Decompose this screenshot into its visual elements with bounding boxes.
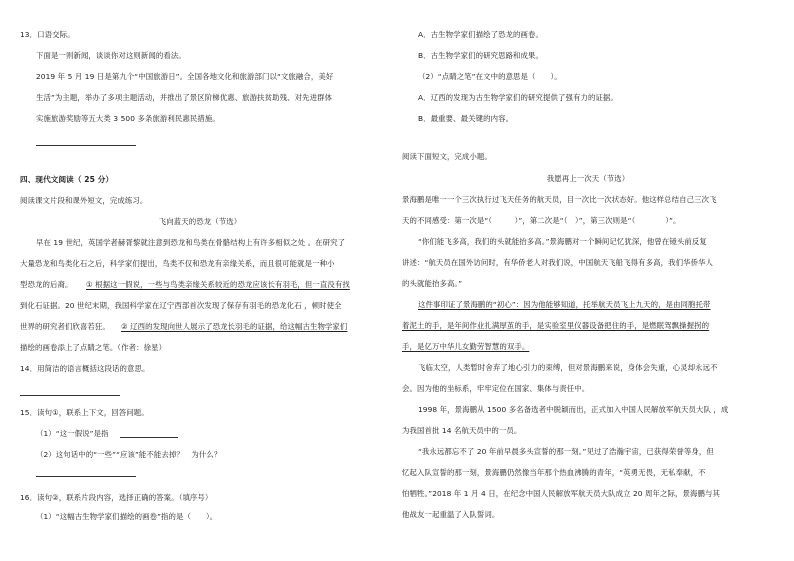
reading-line: 怕牺牲。”2018 年 1 月 4 日，在纪念中国人民解放军航天员大队成立 20 周年之际，景海鹏与其 (402, 489, 720, 498)
passage-line: 型恐龙的后裔。 (20, 280, 73, 289)
passage-sentence-2: ② 辽西的发现向世人展示了恐龙长羽毛的证据，给这幅古生物学家们 (121, 322, 348, 331)
passage-title: 飞向蓝天的恐龙（节选） (158, 217, 242, 226)
reading-line: 会。因为他的坐标系，牢牢定位在国家、集体与责任中。 (402, 384, 590, 393)
answer-blank-15-1[interactable] (120, 437, 178, 438)
reading-underlined-line: 着泥土的手，是年间作业扎满厚茧的手，是实验室里仪器设备把住的手，是燃眠驾飘操握拐的 (402, 321, 710, 330)
reading-line: 1998 年，景海鹏从 1500 多名备选者中脱颖而出，正式加入中国人民解放军航天员大队 ，成 (418, 405, 729, 414)
option-b: B．最重要、最关键的内容。 (418, 114, 514, 123)
reading-line: 天的不同感受：第一次是“（ ）”，第二次是“（ ）”，第三次则是“（ ）”。 (402, 216, 681, 225)
section-4-intro: 阅读课文片段和课外短文，完成练习。 (20, 196, 148, 205)
reading-line: 景海鹏是唯一一个三次执行过飞天任务的航天员，目一次比一次状态好。他这样总结自己三次飞 (402, 195, 717, 204)
passage-line: 描绘的画卷添上了点睛之笔。（作者：徐星） (20, 343, 167, 352)
reading-line: “你们能飞多高，我们的头就能抬多高。”景海鹏对一个瞬间记忆犹深，他曾在镜头前反复 (418, 237, 707, 246)
answer-blank-15-2[interactable] (36, 476, 136, 477)
passage-line: 到化石证据。20 世纪末期，我国科学家在辽宁西部首次发现了保存有羽毛的恐龙化石 ，顿时使全 (20, 301, 342, 310)
reading-underlined-line: 手，是亿万中华儿女勤劳智慧的双手。 (402, 342, 530, 351)
reading-line: 忆起入队宣誓的那一刻，景海鹏仍然像当年那个热血沸腾的青年，“英勇无畏，无私奉献，不 (402, 468, 706, 477)
question-15-sub2: （2）这句话中的“一些”“应该”能不能去掉？ 为什么？ (36, 450, 222, 459)
question-16-sub1: （1）“这幅古生物学家们描绘的画卷”指的是（ ）。 (36, 512, 218, 521)
question-13-title: 13．口语交际。 (20, 30, 75, 39)
section-4-heading: 四、现代文阅读（ 25 分） (20, 175, 114, 184)
passage-line: 大量恐龙和鸟类化石之后，科学家们提出，鸟类不仅和恐龙有亲缘关系，而且很可能就是一种小 (20, 259, 335, 268)
answer-blank-14[interactable] (20, 395, 120, 396)
option-b: B．古生物学家们的研究思路和成果。 (418, 51, 544, 60)
reading-line: 为我国首批 14 名航天员中的一员。 (402, 426, 522, 435)
question-13-line: 下面是一则新闻，谈谈你对这则新闻的看法。 (36, 51, 186, 60)
question-15-sub1: （1）“这一假说”是指 (36, 429, 109, 438)
reading-line: “我永远都忘不了 20 年前早晨多头宣誓的那一刻。”见过了浩瀚宇宙，已获得荣誉等身，但 (418, 447, 714, 456)
passage-sentence-1: ① 根据这一假说，一些与鸟类亲缘关系较近的恐龙应该长有羽毛，但一直没有找 (86, 280, 350, 289)
reading-title: 我愿再上一次天（节选） (546, 174, 630, 183)
question-15-title: 15．读句①，联系上下文，回答问题。 (20, 408, 149, 417)
reading-line: 他战友一起重温了入队誓词。 (402, 510, 500, 519)
question-16-title: 16．读句②，联系片段内容，选择正确的答案。（填序号） (20, 493, 213, 502)
reading-line: 讲述：“航天员在国外访问时，有华侨老人对我们说，中国航天飞船飞得有多高，我们华侨华人 (402, 258, 714, 267)
reading-intro: 阅读下面短文，完成小题。 (402, 152, 492, 161)
option-a: A．辽西的发现为古生物学家们的研究提供了强有力的证据。 (418, 93, 618, 102)
news-line: 实施旅游奖励等五大类 3 500 多条旅游利民惠民措施。 (36, 114, 220, 123)
question-14: 14．用简洁的语言概括这段话的意思。 (20, 364, 150, 373)
option-a: A．古生物学家们描绘了恐龙的画卷。 (418, 30, 544, 39)
news-line: 生活”为主题，举办了多项主题活动，并推出了景区阶梯优惠、旅游扶贫助残、对先进群体 (36, 93, 333, 102)
question-16-sub2: （2）“点睛之笔”在文中的意思是（ ）。 (418, 72, 562, 81)
reading-line: 飞临太空，人类暂时舍弃了地心引力的束缚，但对景海鹏来说，身体会失重，心灵却永远不 (418, 363, 718, 372)
reading-underlined-line: 这件事印证了景海鹏的“初心”：因为他能够知道，托举航天员飞上九天的，是由同胞托带 (418, 300, 711, 309)
news-line: 2019 年 5 月 19 日是第九个“中国旅游日”。全国各地文化和旅游部门以“文旅融合，美好 (36, 72, 334, 81)
reading-line: 的头就能抬多高。” (402, 279, 463, 288)
answer-blank-13[interactable] (36, 145, 136, 146)
passage-line: 世界的研究者们欣喜若狂。 (20, 322, 110, 331)
passage-line: 早在 19 世纪，英国学者赫胥黎就注意到恐龙和鸟类在骨骼结构上有许多相似之处 。在研究了 (36, 238, 346, 247)
